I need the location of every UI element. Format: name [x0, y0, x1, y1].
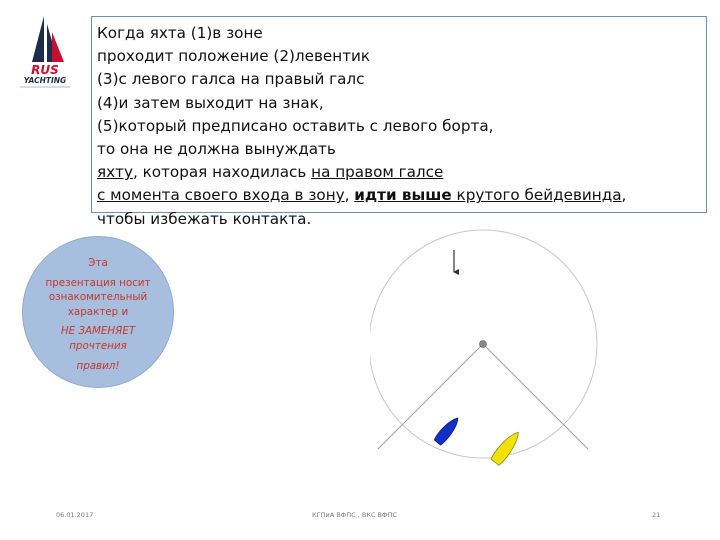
rule-line-2: проходит положение (2)левентик — [97, 47, 371, 66]
rule-line-8-close-hauled: крутого бейдевинда — [451, 186, 622, 205]
logo-sail-dark — [32, 16, 44, 62]
rule-line-8 — [97, 184, 702, 207]
diagram-graphic — [370, 226, 610, 470]
logo-brand-top: RUS — [31, 63, 59, 77]
layline-left — [378, 344, 483, 449]
rule-line-7-starboard: на правом галсе — [311, 163, 444, 182]
rule-line-8-end-comma: , — [621, 186, 627, 205]
rule-line-5: (5)который предписано оставить с левого борта, — [97, 116, 494, 135]
logo-graphic — [12, 12, 78, 92]
disclaimer-line-2: презентация носит — [45, 276, 151, 289]
footer-date: 06.01.2017 — [56, 511, 94, 519]
disclaimer-line-5: НЕ ЗАМЕНЯЕТ — [60, 325, 136, 338]
disclaimer-circle — [22, 236, 174, 388]
blue-boat-hull — [433, 415, 462, 446]
disclaimer-line-4: характер и — [67, 305, 129, 318]
blue-boat — [433, 415, 462, 446]
logo-brand-bottom: YACHTING — [23, 76, 67, 85]
rule-line-7-middle: , которая находилась — [132, 163, 312, 182]
rule-line-3: (3)с левого галса на правый галс — [97, 70, 365, 89]
rule-text-box — [91, 16, 707, 228]
yellow-boat — [490, 428, 523, 466]
rule-line-7-yacht: яхту — [97, 163, 133, 182]
footer-organization: КГПиА ВФПС , ВКС ВФПС — [312, 511, 398, 519]
disclaimer-line-1: Эта — [88, 257, 108, 269]
rus-yachting-logo — [12, 12, 78, 92]
disclaimer-line-6: прочтения — [69, 339, 127, 352]
disclaimer-line-3: ознакомительный — [48, 291, 148, 304]
rule-line-6: то она не должна вынуждать — [97, 140, 336, 159]
disclaimer-line-7: правил! — [76, 359, 120, 372]
rule-line-8-sail-above: идти выше — [354, 186, 452, 205]
mark-buoy — [480, 341, 487, 348]
rule-line-8-zone-entry: с момента своего входа в зону — [97, 186, 345, 205]
rule-line-8-comma: , — [344, 186, 355, 205]
layline-right — [483, 344, 588, 449]
footer-page-number: 21 — [652, 511, 661, 519]
rule-line-1: Когда яхта (1)в зоне — [97, 24, 263, 42]
logo-sail-red — [52, 32, 64, 62]
rule-line-9: чтобы избежать контакта. — [97, 209, 312, 228]
rounding-diagram — [370, 226, 610, 470]
yellow-boat-hull — [490, 428, 523, 466]
rule-line-7 — [97, 161, 702, 184]
rule-line-4: (4)и затем выходит на знак, — [97, 93, 324, 112]
